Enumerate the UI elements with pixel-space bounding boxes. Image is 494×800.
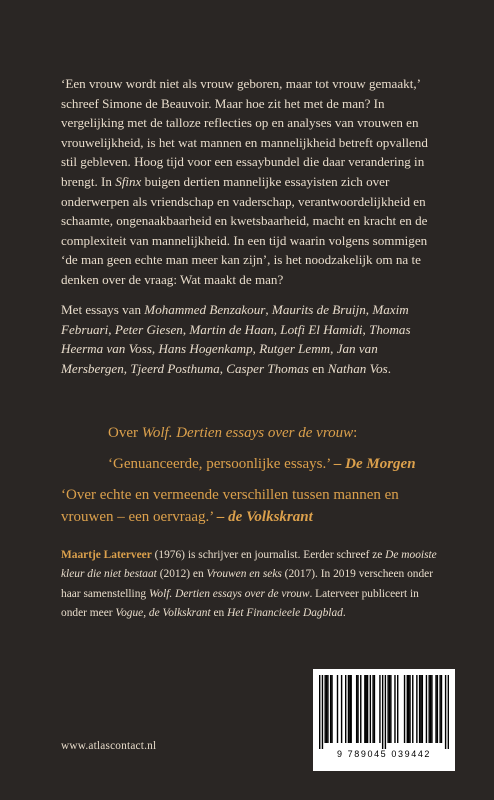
barcode-bar [404, 675, 405, 743]
barcode-bar [430, 675, 431, 743]
barcode-bar [341, 675, 342, 743]
barcode-bar [319, 675, 320, 749]
contributor-name: Peter Giesen [114, 321, 183, 337]
blurb-text-1: ‘Een vrouw wordt niet als vrouw geboren, maar tot vrouw gemaakt,’ schreef Simone de Beauvoir. Maar hoe zit het met de man? In vergelijking met de talloze reflecties op en analyses van vrouwen en vrouwelijkheid, is het wat mannen en mannelijkheid betreft opvallend stil gebleven. Hoog tijd voor een essaybundel die daar verandering in brengt. In [61, 76, 428, 189]
barcode-bar [419, 675, 420, 743]
contributor-separator: , [123, 360, 131, 376]
barcode-bar [360, 675, 361, 743]
barcode-bar [389, 675, 390, 743]
blurb-paragraph [61, 74, 445, 290]
barcode-bar [420, 675, 421, 743]
author-text-4: . Laterveer publiceert in onder meer [61, 587, 419, 620]
author-text-2: (2012) en [156, 568, 207, 581]
contributor-name: Maxim Februari [61, 302, 409, 337]
barcode-bar [409, 675, 410, 743]
contributor-name: Casper Thomas [226, 360, 309, 376]
barcode-bar [441, 675, 442, 743]
contributor-separator: , [151, 341, 159, 357]
author-bio [61, 546, 445, 624]
quote-2-text: ‘Over echte en vermeende verschillen tussen mannen en vrouwen – een oervraag.’ [61, 487, 399, 525]
barcode-bar [412, 675, 413, 743]
barcode-bar [387, 675, 388, 743]
author-text-6: . [342, 607, 346, 620]
barcode-bar [357, 675, 358, 743]
barcode-bar [428, 675, 429, 743]
review-quotes [61, 422, 445, 538]
isbn-barcode [313, 669, 455, 771]
quotes-colon: : [353, 425, 358, 441]
barcode-bar [324, 675, 325, 743]
contributor-separator: , [219, 360, 227, 376]
barcode-bar [385, 675, 386, 749]
contributor-name: Lotfi El Hamidi [280, 321, 363, 337]
contributor-separator: , [108, 321, 115, 337]
barcode-bar [426, 675, 427, 743]
barcode-bar [350, 675, 351, 743]
author-magazine-2: Het Financieele Dagblad [227, 607, 343, 620]
blurb-text-2: buigen dertien mannelijke essayisten zich over onderwerpen als vriendschap en vaderschap, verantwoordelijkheid en schaamte, ongenaakbaarheid en kwetsbaarheid, macht en kracht en de complexiteit van mannelijkheid. In een tijd waarin volgens sommigen ‘de man geen echte man meer kan zijn’, is het noodzakelijk om na te denken over de vraag: Wat maakt de man? [61, 173, 428, 287]
contributor-separator: , [330, 341, 337, 357]
contributor-separator: , [182, 321, 190, 337]
blurb [61, 74, 445, 290]
barcode-bar [330, 675, 331, 743]
author-book-3: Wolf. Dertien essays over de vrouw [148, 587, 310, 600]
barcode-bar [345, 675, 346, 743]
author-book-1: De mooiste kleur die niet bestaat [61, 549, 437, 581]
barcode-bar [445, 675, 446, 749]
quotes-book-title: Wolf. Dertien essays over de vrouw [141, 425, 354, 441]
contributor-separator: , [365, 302, 373, 317]
barcode-bar [322, 675, 323, 749]
barcode-bar [394, 675, 395, 743]
contributor-name: Martin de Haan [189, 321, 274, 337]
author-text-5: en [210, 607, 228, 620]
contributor-separator: , [362, 321, 370, 337]
barcode-bar [367, 675, 368, 743]
barcode-bar [337, 675, 338, 743]
author-text-1: (1976) is schrijver en journalist. Eerder schreef ze [151, 549, 386, 561]
author-paragraph [61, 546, 445, 624]
contributor-name: Rutger Lemm [259, 341, 331, 357]
contributor-name: Mohammed Benzakour [144, 302, 266, 317]
barcode-bar [416, 675, 417, 743]
website-url[interactable]: www.atlascontact.nl [61, 740, 157, 752]
barcode-bar [370, 675, 371, 743]
barcode-bar [439, 675, 440, 743]
author-book-2: Vrouwen en seks [206, 568, 282, 581]
barcode-bar [435, 675, 436, 743]
quotes-heading [108, 422, 445, 444]
quote-1 [108, 453, 445, 475]
contributor-name: Hans Hogenkamp [158, 341, 253, 357]
barcode-bar [374, 675, 375, 743]
barcode-icon [319, 675, 449, 749]
contributor-separator: , [273, 321, 281, 337]
contributors-intro: Met essays van [61, 302, 145, 317]
contributor-name: Nathan Vos [327, 360, 388, 376]
quotes-over: Over [108, 425, 142, 441]
barcode-bar [379, 675, 380, 743]
barcode-bar [326, 675, 327, 743]
contributor-separator: , [252, 341, 260, 357]
barcode-bar [348, 675, 349, 743]
contributor-and: en [308, 360, 328, 376]
barcode-bar [408, 675, 409, 743]
barcode-bar [397, 675, 398, 743]
contributor-separator: , [265, 302, 272, 317]
barcode-bar [407, 675, 408, 743]
barcode-bar [390, 675, 391, 743]
author-magazine-1: Vogue, de Volkskrant [115, 607, 211, 620]
contributor-name: Jan van Mersbergen [61, 341, 378, 376]
barcode-bar [448, 675, 449, 749]
quote-2-source: – de Volkskrant [216, 509, 313, 525]
barcode-bar [437, 675, 438, 743]
quote-1-text: ‘Genuanceerde, persoonlijke essays.’ [108, 456, 334, 472]
barcode-bar [431, 675, 432, 743]
contributor-name: Tjeerd Posthuma [130, 360, 220, 376]
quote-2 [61, 484, 445, 528]
barcode-bar [364, 675, 365, 743]
barcode-bar [382, 675, 383, 749]
isbn-number: 9 789045 039442 [336, 749, 432, 759]
contributors-paragraph [61, 300, 445, 378]
blurb-title-sfinx: Sfinx [115, 173, 142, 189]
quote-1-source: – De Morgen [333, 456, 416, 472]
barcode-bar [372, 675, 373, 743]
barcode-bar [422, 675, 423, 743]
barcode-bar [331, 675, 332, 743]
contributor-name: Thomas Heerma van Voss [61, 321, 411, 357]
author-name: Maartje Laterveer [61, 549, 152, 561]
barcode-bar [327, 675, 328, 743]
barcode-bar [356, 675, 357, 743]
barcode-bar [349, 675, 350, 743]
contributor-name: Maurits de Bruijn [271, 302, 366, 317]
author-text-3: (2017). In 2019 verscheen onder haar samenstelling [61, 568, 434, 600]
contributor-end: . [387, 360, 392, 376]
contributors [61, 300, 445, 378]
barcode-bar [366, 675, 367, 743]
